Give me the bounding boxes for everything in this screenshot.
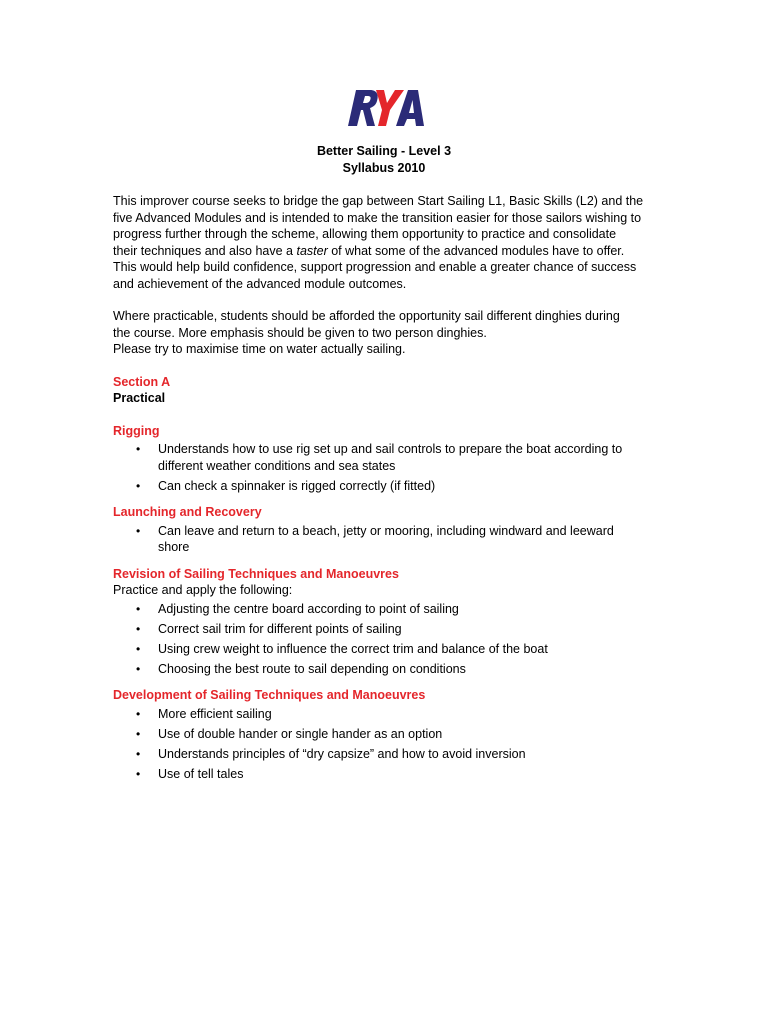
text-line: This would help build confidence, support progression and enable a greater chance of success — [113, 260, 637, 274]
text-line: progress further through the scheme, allowing them opportunity to practice and consolidate — [113, 227, 617, 241]
revision-intro: Practice and apply the following: — [113, 583, 293, 597]
text-line: This improver course seeks to bridge the gap between Start Sailing L1, Basic Skills (L2) and the — [113, 194, 644, 208]
launching-list — [113, 523, 658, 556]
development-heading: Development of Sailing Techniques and Manoeuvres — [113, 688, 426, 702]
list-item-text: Use of double hander or single hander as an option — [158, 726, 443, 741]
list-item — [113, 523, 658, 556]
revision-heading: Revision of Sailing Techniques and Manoeuvres — [113, 566, 399, 581]
bullet-icon: • — [136, 601, 141, 616]
bullet-icon: • — [136, 746, 141, 761]
list-item-text: Using crew weight to influence the correct trim and balance of the boat — [158, 641, 548, 656]
list-item-text: shore — [158, 540, 190, 554]
text-line — [113, 243, 658, 260]
emphasis-taster: taster — [296, 243, 328, 258]
list-item — [113, 621, 658, 638]
list-item — [113, 441, 658, 474]
list-item — [113, 601, 658, 618]
list-item-text: Can check a spinnaker is rigged correctly (if fitted) — [158, 478, 436, 493]
revision-list — [113, 601, 658, 678]
list-item-text: Use of tell tales — [158, 766, 244, 781]
list-item — [113, 661, 658, 678]
intro-paragraph-2 — [113, 308, 658, 358]
title-line-2: Syllabus 2010 — [342, 161, 426, 175]
text-line: Where practicable, students should be afforded the opportunity sail different dinghies during — [113, 309, 620, 323]
rigging-group — [113, 423, 658, 495]
bullet-icon: • — [136, 706, 141, 721]
bullet-icon: • — [136, 478, 141, 493]
text-fragment: of what some of the advanced modules have to offer. — [327, 243, 625, 258]
document-title — [0, 143, 768, 177]
section-a-heading: Section A — [113, 374, 171, 389]
text-line: Please try to maximise time on water actually sailing. — [113, 342, 406, 356]
list-item — [113, 726, 658, 743]
list-item-text: Adjusting the centre board according to point of sailing — [158, 601, 459, 616]
text-line: the course. More emphasis should be given to two person dinghies. — [113, 325, 487, 340]
list-item-text: Can leave and return to a beach, jetty or mooring, including windward and leeward — [158, 523, 614, 538]
rigging-list — [113, 441, 658, 494]
rigging-heading: Rigging — [113, 423, 160, 438]
list-item-text: different weather conditions and sea states — [158, 458, 396, 473]
launching-group — [113, 504, 658, 556]
title-line-1: Better Sailing - Level 3 — [316, 144, 452, 158]
list-item — [113, 641, 658, 658]
list-item-text: More efficient sailing — [158, 706, 272, 721]
development-group — [113, 687, 658, 782]
section-a-subheading: Practical — [113, 391, 166, 405]
rya-logo — [346, 86, 426, 128]
document-body — [113, 193, 658, 792]
bullet-icon: • — [136, 726, 141, 741]
bullet-icon: • — [136, 523, 141, 538]
list-item — [113, 766, 658, 783]
list-item-text: Correct sail trim for different points of sailing — [158, 621, 402, 636]
list-item — [113, 706, 658, 723]
bullet-icon: • — [136, 442, 141, 456]
list-item — [113, 478, 658, 495]
bullet-icon: • — [136, 661, 141, 676]
bullet-icon: • — [136, 621, 141, 636]
list-item — [113, 746, 658, 763]
text-fragment: their techniques and also have a — [113, 243, 297, 258]
text-line: five Advanced Modules and is intended to make the transition easier for those sailors wishing to — [113, 210, 642, 225]
list-item-text: Understands principles of “dry capsize” and how to avoid inversion — [158, 746, 526, 761]
intro-paragraph-1 — [113, 193, 658, 292]
bullet-icon: • — [136, 766, 141, 781]
list-item-text: Choosing the best route to sail depending on conditions — [158, 661, 466, 676]
bullet-icon: • — [136, 641, 141, 656]
development-list — [113, 706, 658, 783]
revision-group — [113, 566, 658, 678]
launching-heading: Launching and Recovery — [113, 505, 262, 519]
list-item-text: Understands how to use rig set up and sail controls to prepare the boat according to — [158, 442, 623, 456]
text-line: and achievement of the advanced module outcomes. — [113, 276, 407, 291]
